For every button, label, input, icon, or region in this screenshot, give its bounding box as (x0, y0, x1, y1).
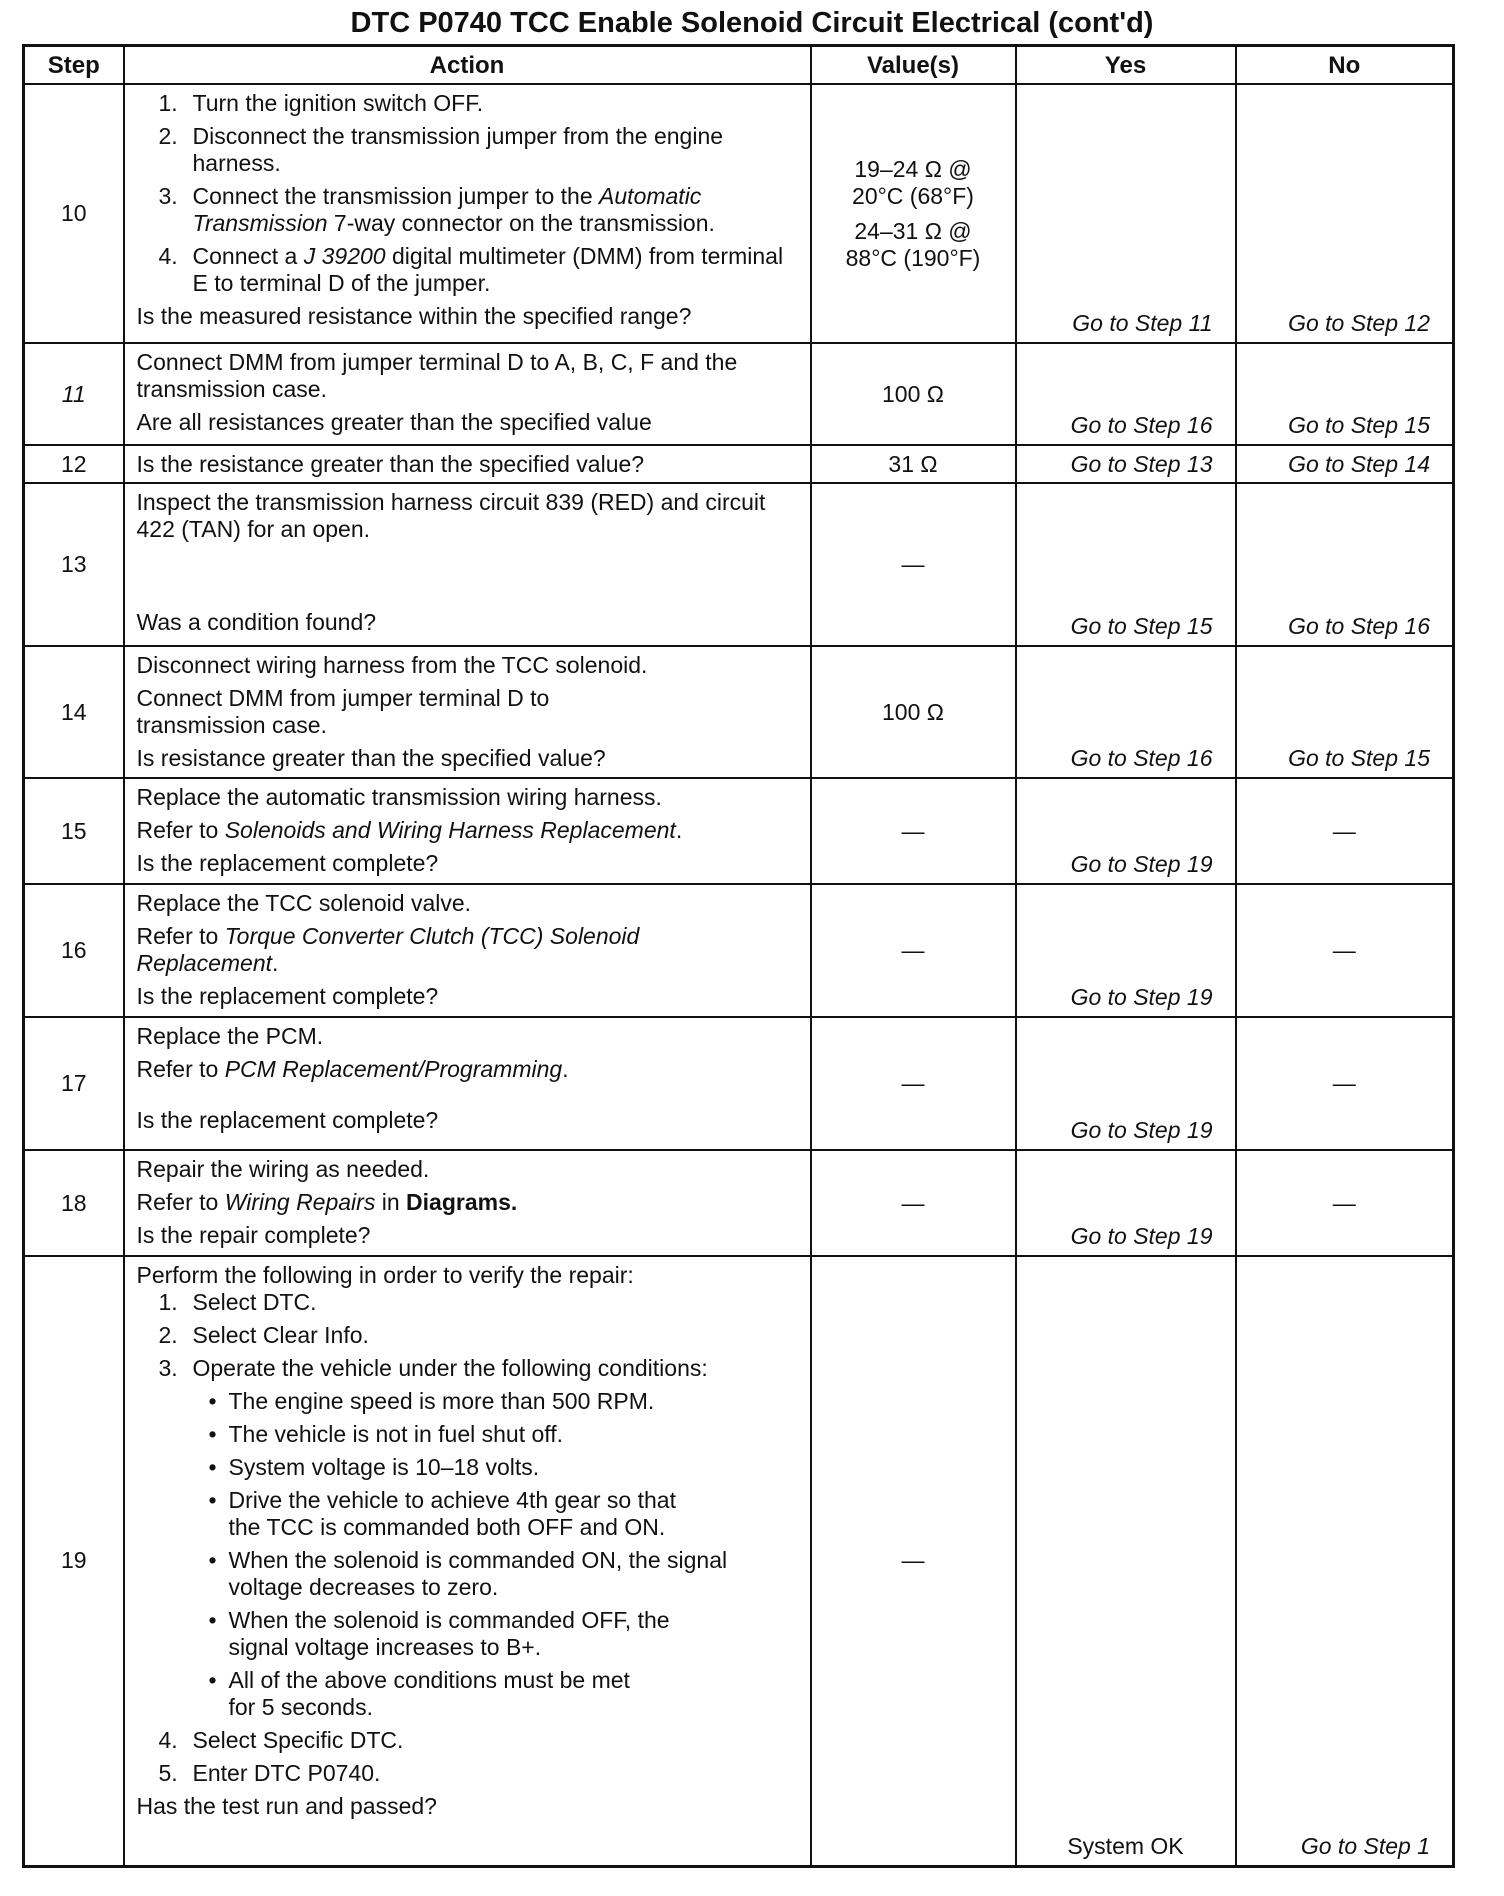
reference-link: Wiring Repairs (224, 1189, 376, 1215)
bullet-item: • The vehicle is not in fuel shut off. (208, 1421, 564, 1447)
bullet-item: • When the solenoid is commanded ON, the signal voltage decreases to zero. (208, 1547, 728, 1600)
question-text: Has the test run and passed? (136, 1793, 437, 1819)
yes-cell: Go to Step 15 (1016, 483, 1236, 646)
action-cell: Replace the automatic transmission wiring harness. Refer to Solenoids and Wiring Harness Replacement. Is the replacement complete? (124, 778, 811, 884)
yes-cell: Go to Step 16 (1016, 343, 1236, 445)
value-cell: — (811, 483, 1016, 646)
question-text: Is the repair complete? (136, 1222, 371, 1248)
step-number: 14 (24, 646, 124, 778)
action-cell: Perform the following in order to verify the repair: 1. Select DTC. 2. Select Clear Info. 3. Operate the vehicle under the following conditions: • The engine speed is more than 500 RPM. • The vehicle is not in fuel shut off. • System voltage is 10–18 volts. • Drive the vehicle to achieve 4th gear so that the TCC is commanded both OFF and ON. • When the solenoid is commanded ON, the signal voltage decreases to zero. • When the solenoid is commanded OFF, the signal voltage increases to B+. • All of the above conditions must be met for 5 seconds. 4. Select Specific DTC. 5. Enter DTC P0740. Has the test run and passed? (124, 1256, 811, 1866)
yes-cell: Go to Step 19 (1016, 1017, 1236, 1150)
question-text: Is resistance greater than the specified value? (136, 745, 606, 771)
question-text: Is the measured resistance within the specified range? (136, 303, 692, 329)
value-cell: — (811, 884, 1016, 1017)
list-item: 3. Connect the transmission jumper to the Automatic Transmission 7-way connector on the transmission. (158, 183, 715, 236)
no-cell: Go to Step 12 (1236, 84, 1454, 343)
value-cell: — (811, 1150, 1016, 1256)
step-number: 10 (24, 84, 124, 343)
table-row-step-12 (24, 445, 1454, 483)
list-item: 5. Enter DTC P0740. (158, 1760, 381, 1786)
table-row-step-13 (24, 483, 1454, 646)
question-text: Is the resistance greater than the specified value? (136, 450, 645, 477)
action-cell (124, 84, 811, 343)
action-cell: Replace the PCM. Refer to PCM Replacement/Programming. Is the replacement complete? (124, 1017, 811, 1150)
question-text: Is the replacement complete? (136, 1107, 439, 1133)
action-cell: Disconnect wiring harness from the TCC solenoid. Connect DMM from jumper terminal D to transmission case. Is resistance greater than the specified value? (124, 646, 811, 778)
bullet-item: • When the solenoid is commanded OFF, the signal voltage increases to B+. (208, 1607, 670, 1660)
table-row-step-14 (24, 646, 1454, 778)
no-cell: Go to Step 15 (1236, 343, 1454, 445)
diagnostic-table (22, 44, 1455, 1868)
step-number: 11 (24, 343, 124, 445)
bullet-item: • The engine speed is more than 500 RPM. (208, 1388, 655, 1414)
no-cell: Go to Step 14 (1236, 445, 1454, 483)
reference-link: Solenoids and Wiring Harness Replacement (224, 817, 676, 843)
value-cell: 100 Ω (811, 646, 1016, 778)
no-cell: — (1236, 1017, 1454, 1150)
list-item: 4. Connect a J 39200 digital multimeter (DMM) from terminal E to terminal D of the jumper. (158, 243, 784, 296)
yes-cell: Go to Step 19 (1016, 884, 1236, 1017)
step-number: 17 (24, 1017, 124, 1150)
action-cell: Replace the TCC solenoid valve. Refer to Torque Converter Clutch (TCC) Solenoid Replacement. Is the replacement complete? (124, 884, 811, 1017)
yes-cell: Go to Step 19 (1016, 778, 1236, 884)
table-row-step-17 (24, 1017, 1454, 1150)
value-cell: — (811, 1017, 1016, 1150)
table-row-step-16 (24, 884, 1454, 1017)
yes-cell: Go to Step 11 (1016, 84, 1236, 343)
no-cell: Go to Step 16 (1236, 483, 1454, 646)
reference-link: Torque Converter Clutch (TCC) Solenoid Replacement (136, 923, 640, 976)
no-cell: Go to Step 1 (1236, 1256, 1454, 1866)
list-item: 1. Select DTC. (158, 1289, 317, 1315)
action-cell: Repair the wiring as needed. Refer to Wiring Repairs in Diagrams. Is the repair complete? (124, 1150, 811, 1256)
list-item: 3. Operate the vehicle under the following conditions: (158, 1355, 708, 1381)
action-cell: Connect DMM from jumper terminal D to A, B, C, F and the transmission case. Are all resistances greater than the specified value (124, 343, 811, 445)
value-cell: — (811, 1256, 1016, 1866)
step-number: 16 (24, 884, 124, 1017)
question-text: Was a condition found? (136, 609, 377, 635)
header-action: Action (124, 46, 811, 85)
action-cell (124, 445, 811, 483)
bullet-item: • Drive the vehicle to achieve 4th gear so that the TCC is commanded both OFF and ON. (208, 1487, 676, 1540)
table-row-step-19 (24, 1256, 1454, 1866)
header-step: Step (24, 46, 124, 85)
value-cell: 100 Ω (811, 343, 1016, 445)
bullet-item: • All of the above conditions must be met for 5 seconds. (208, 1667, 630, 1720)
header-row (24, 46, 1454, 85)
table-row-step-15 (24, 778, 1454, 884)
question-text: Is the replacement complete? (136, 983, 439, 1009)
no-cell: Go to Step 15 (1236, 646, 1454, 778)
table-row-step-10 (24, 84, 1454, 343)
question-text: Is the replacement complete? (136, 850, 439, 876)
value-cell: 19–24 Ω @ 20°C (68°F) 24–31 Ω @ 88°C (190°F) (811, 84, 1016, 343)
yes-cell: Go to Step 16 (1016, 646, 1236, 778)
list-item: 1. Turn the ignition switch OFF. (158, 90, 484, 116)
table-row-step-11 (24, 343, 1454, 445)
yes-cell: Go to Step 19 (1016, 1150, 1236, 1256)
list-item: 4. Select Specific DTC. (158, 1727, 404, 1753)
value-cell: 31 Ω (811, 445, 1016, 483)
no-cell: — (1236, 884, 1454, 1017)
header-yes: Yes (1016, 46, 1236, 85)
yes-cell: Go to Step 13 (1016, 445, 1236, 483)
reference-link: PCM Replacement/Programming (224, 1056, 563, 1082)
step-number: 15 (24, 778, 124, 884)
no-cell: — (1236, 1150, 1454, 1256)
action-cell: Inspect the transmission harness circuit 839 (RED) and circuit 422 (TAN) for an open. Was a condition found? (124, 483, 811, 646)
step-number: 12 (24, 445, 124, 483)
yes-cell: System OK (1016, 1256, 1236, 1866)
no-cell: — (1236, 778, 1454, 884)
table-row-step-18 (24, 1150, 1454, 1256)
step-number: 18 (24, 1150, 124, 1256)
step-number: 13 (24, 483, 124, 646)
bullet-item: • System voltage is 10–18 volts. (208, 1454, 540, 1480)
step-number: 19 (24, 1256, 124, 1866)
page-title: DTC P0740 TCC Enable Solenoid Circuit Electrical (cont'd) (350, 7, 1154, 39)
question-text: Are all resistances greater than the specified value (136, 409, 652, 435)
list-item: 2. Select Clear Info. (158, 1322, 369, 1348)
header-values: Value(s) (811, 46, 1016, 85)
list-item: 2. Disconnect the transmission jumper from the engine harness. (158, 123, 724, 176)
header-no: No (1236, 46, 1454, 85)
value-cell: — (811, 778, 1016, 884)
